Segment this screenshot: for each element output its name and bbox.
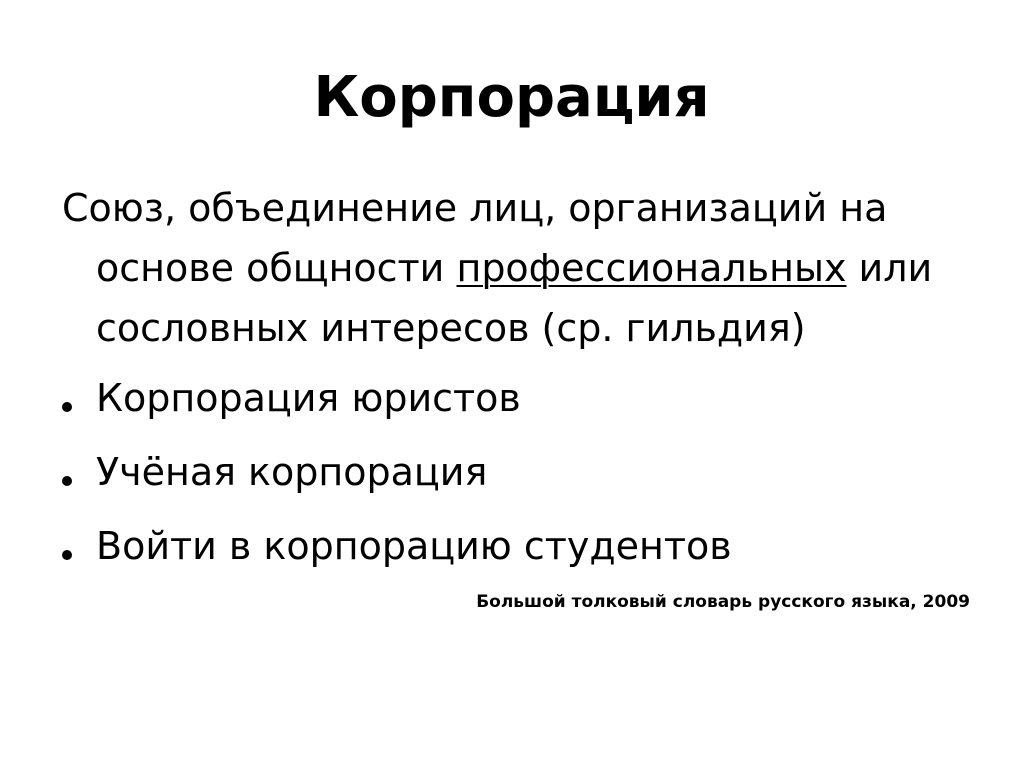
list-item-label: Учёная корпорация <box>96 450 488 494</box>
definition-text <box>62 178 1002 358</box>
bullet-icon <box>62 476 72 486</box>
source-citation: Большой толковый словарь русского языка, 2009 <box>476 592 970 612</box>
list-item-label: Корпорация юристов <box>96 376 521 420</box>
definition-part-2: или сословных интересов (ср. гильдия) <box>96 246 933 350</box>
bullet-icon <box>62 402 72 412</box>
definition-underlined-term: профессиональных <box>456 246 847 290</box>
list-item <box>62 442 1002 502</box>
list-item <box>62 516 1002 576</box>
list-item-label: Войти в корпорацию студентов <box>96 524 732 568</box>
slide-content <box>62 178 1002 590</box>
examples-list <box>62 368 1002 576</box>
definition-part-1: Союз, объединение лиц, организаций на основе общности <box>62 186 888 290</box>
list-item <box>62 368 1002 428</box>
slide-title: Корпорация <box>313 65 710 130</box>
bullet-icon <box>62 550 72 560</box>
